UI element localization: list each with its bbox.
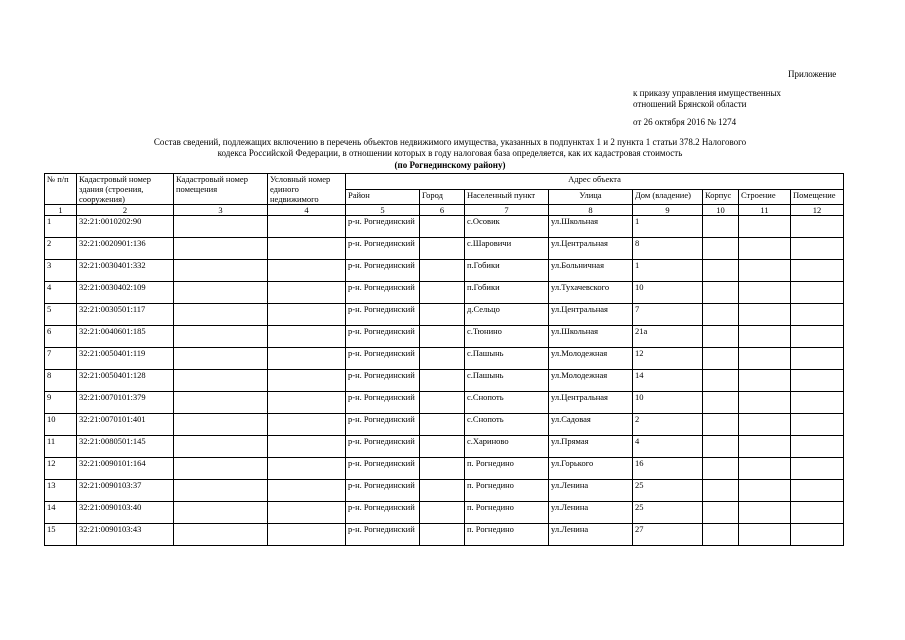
table-cell — [420, 238, 465, 260]
table-cell — [703, 480, 739, 502]
table-cell — [420, 370, 465, 392]
table-cell: 32:21:0090101:164 — [77, 458, 174, 480]
column-number-cell: 11 — [739, 205, 791, 216]
table-cell — [420, 392, 465, 414]
table-cell: ул.Центральная — [549, 392, 633, 414]
table-cell — [420, 260, 465, 282]
table-cell: п. Рогнедино — [465, 502, 549, 524]
table-cell: 14 — [45, 502, 77, 524]
table-cell — [791, 524, 844, 546]
table-cell: 7 — [45, 348, 77, 370]
table-cell — [420, 348, 465, 370]
table-cell — [791, 260, 844, 282]
table-cell — [791, 238, 844, 260]
table-cell: р-н. Рогнединский — [346, 216, 420, 238]
table-cell — [268, 260, 346, 282]
table-cell — [791, 480, 844, 502]
table-cell — [174, 414, 268, 436]
table-cell: р-н. Рогнединский — [346, 502, 420, 524]
table-cell — [174, 502, 268, 524]
order-date-number: от 26 октября 2016 № 1274 — [633, 117, 737, 127]
table-cell — [739, 414, 791, 436]
table-cell — [703, 414, 739, 436]
table-cell — [268, 216, 346, 238]
table-cell: 21а — [633, 326, 703, 348]
table-cell: р-н. Рогнединский — [346, 326, 420, 348]
table-cell — [791, 370, 844, 392]
table-cell: 32:21:0030501:117 — [77, 304, 174, 326]
table-cell: с.Снопоть — [465, 392, 549, 414]
table-cell: 32:21:0090103:37 — [77, 480, 174, 502]
table-cell: ул.Тухачевского — [549, 282, 633, 304]
table-cell — [268, 348, 346, 370]
table-cell — [268, 524, 346, 546]
table-cell: 32:21:0040601:185 — [77, 326, 174, 348]
table-row — [45, 436, 844, 458]
table-cell: 32:21:0090103:43 — [77, 524, 174, 546]
table-row — [45, 480, 844, 502]
table-cell — [739, 304, 791, 326]
table-cell — [174, 480, 268, 502]
table-body — [45, 205, 844, 546]
table-cell: ул.Центральная — [549, 238, 633, 260]
table-cell — [268, 392, 346, 414]
table-cell — [739, 458, 791, 480]
table-cell: ул.Горького — [549, 458, 633, 480]
table-cell: р-н. Рогнединский — [346, 392, 420, 414]
table-cell: 10 — [45, 414, 77, 436]
table-cell: р-н. Рогнединский — [346, 348, 420, 370]
header-district: Район — [346, 189, 420, 205]
header-settlement: Населенный пункт — [465, 189, 549, 205]
table-cell — [791, 414, 844, 436]
table-cell — [791, 348, 844, 370]
table-cell — [703, 392, 739, 414]
table-cell — [703, 370, 739, 392]
table-cell — [268, 414, 346, 436]
table-cell: д.Сельцо — [465, 304, 549, 326]
table-row — [45, 458, 844, 480]
document-title-line1: Состав сведений, подлежащих включению в перечень объектов недвижимого имущества, указанных в подпунктах 1 и 2 пункта 1 статьи 378.2 Налогового — [153, 137, 747, 147]
table-cell: 7 — [633, 304, 703, 326]
table-cell: 5 — [45, 304, 77, 326]
column-number-row — [45, 205, 844, 216]
table-row — [45, 524, 844, 546]
table-cell — [174, 282, 268, 304]
column-number-cell: 3 — [174, 205, 268, 216]
table-cell: ул.Ленина — [549, 480, 633, 502]
table-cell: р-н. Рогнединский — [346, 524, 420, 546]
table-cell: 32:21:0050401:128 — [77, 370, 174, 392]
table-cell — [703, 304, 739, 326]
table-cell — [703, 348, 739, 370]
table-cell — [703, 260, 739, 282]
table-cell: п.Гобики — [465, 260, 549, 282]
table-cell — [420, 502, 465, 524]
table-cell — [739, 238, 791, 260]
table-cell — [420, 414, 465, 436]
table-cell: р-н. Рогнединский — [346, 458, 420, 480]
header-house: Дом (владение) — [633, 189, 703, 205]
table-cell — [703, 326, 739, 348]
table-cell: р-н. Рогнединский — [346, 282, 420, 304]
table-cell: ул.Ленина — [549, 502, 633, 524]
table-cell — [739, 436, 791, 458]
table-row — [45, 414, 844, 436]
table-cell — [739, 348, 791, 370]
table-cell: 32:21:0010202:90 — [77, 216, 174, 238]
table-cell — [739, 502, 791, 524]
table-cell: 32:21:0020901:136 — [77, 238, 174, 260]
table-cell: р-н. Рогнединский — [346, 304, 420, 326]
table-cell: 1 — [633, 260, 703, 282]
header-room: Помещение — [791, 189, 844, 205]
table-cell: 9 — [45, 392, 77, 414]
table-row — [45, 304, 844, 326]
column-number-cell: 2 — [77, 205, 174, 216]
table-cell: с.Тюнино — [465, 326, 549, 348]
table-cell: ул.Школьная — [549, 326, 633, 348]
table-cell: р-н. Рогнединский — [346, 414, 420, 436]
property-table — [44, 173, 844, 546]
table-cell: 27 — [633, 524, 703, 546]
column-number-cell: 7 — [465, 205, 549, 216]
appendix-label: Приложение — [788, 69, 837, 79]
table-row — [45, 370, 844, 392]
table-cell — [268, 370, 346, 392]
table-cell: 32:21:0070101:379 — [77, 392, 174, 414]
header-building: Строение — [739, 189, 791, 205]
table-cell — [739, 260, 791, 282]
header-address: Адрес объекта — [346, 174, 844, 190]
column-number-cell: 1 — [45, 205, 77, 216]
table-cell — [739, 326, 791, 348]
table-cell — [791, 392, 844, 414]
table-cell: ул.Центральная — [549, 304, 633, 326]
order-reference-line1: к приказу управления имущественных — [633, 88, 782, 98]
table-row — [45, 392, 844, 414]
header-street: Улица — [549, 189, 633, 205]
table-cell: 16 — [633, 458, 703, 480]
table-cell — [420, 304, 465, 326]
order-reference-line2: отношений Брянской области — [633, 99, 747, 109]
table-cell: р-н. Рогнединский — [346, 370, 420, 392]
table-cell: 2 — [45, 238, 77, 260]
table-row — [45, 260, 844, 282]
document-title-line2: кодекса Российской Федерации, в отношении которых в году налоговая база определяется, как их кадастровая стоимость — [217, 148, 683, 158]
table-cell — [703, 458, 739, 480]
table-cell: 32:21:0030402:109 — [77, 282, 174, 304]
table-cell: 4 — [633, 436, 703, 458]
table-cell — [268, 458, 346, 480]
table-cell: 25 — [633, 480, 703, 502]
table-cell — [174, 348, 268, 370]
table-cell — [703, 216, 739, 238]
table-cell — [174, 370, 268, 392]
table-cell: 11 — [45, 436, 77, 458]
table-cell — [268, 304, 346, 326]
table-cell: ул.Больничная — [549, 260, 633, 282]
column-number-cell: 9 — [633, 205, 703, 216]
header-conditional-number: Условный номер единого недвижимого — [268, 174, 346, 205]
table-row — [45, 502, 844, 524]
column-number-cell: 5 — [346, 205, 420, 216]
table-cell — [739, 370, 791, 392]
table-cell: 10 — [633, 282, 703, 304]
table-cell: р-н. Рогнединский — [346, 480, 420, 502]
table-cell — [739, 480, 791, 502]
column-number-cell: 10 — [703, 205, 739, 216]
table-cell — [703, 524, 739, 546]
table-cell — [268, 436, 346, 458]
table-cell — [174, 216, 268, 238]
table-cell: ул.Садовая — [549, 414, 633, 436]
table-cell — [420, 524, 465, 546]
table-cell — [703, 282, 739, 304]
table-cell: п.Гобики — [465, 282, 549, 304]
table-cell: 2 — [633, 414, 703, 436]
table-cell — [791, 304, 844, 326]
table-cell: 14 — [633, 370, 703, 392]
table-cell — [703, 436, 739, 458]
table-cell — [791, 458, 844, 480]
table-cell — [268, 326, 346, 348]
table-cell — [703, 502, 739, 524]
table-row — [45, 348, 844, 370]
table-cell — [420, 436, 465, 458]
table-cell — [739, 282, 791, 304]
table-cell — [420, 326, 465, 348]
table-cell — [739, 392, 791, 414]
table-cell: п. Рогнедино — [465, 458, 549, 480]
table-cell — [268, 480, 346, 502]
table-cell — [174, 458, 268, 480]
column-number-cell: 6 — [420, 205, 465, 216]
table-cell — [420, 216, 465, 238]
header-city: Город — [420, 189, 465, 205]
table-cell: р-н. Рогнединский — [346, 260, 420, 282]
table-cell — [174, 260, 268, 282]
table-cell: с.Хариново — [465, 436, 549, 458]
table-cell — [174, 304, 268, 326]
table-cell — [174, 436, 268, 458]
table-cell: с.Пашынь — [465, 348, 549, 370]
table-cell: 8 — [45, 370, 77, 392]
table-cell: 4 — [45, 282, 77, 304]
table-cell: 1 — [45, 216, 77, 238]
table-cell — [268, 502, 346, 524]
header-korpus: Корпус — [703, 189, 739, 205]
table-cell — [739, 216, 791, 238]
header-cadastral-room: Кадастровый номер помещения — [174, 174, 268, 205]
table-cell: 32:21:0070101:401 — [77, 414, 174, 436]
table-cell: п. Рогнедино — [465, 524, 549, 546]
table-cell: 3 — [45, 260, 77, 282]
table-cell: 32:21:0030401:332 — [77, 260, 174, 282]
table-cell — [174, 326, 268, 348]
table-cell: с.Пашынь — [465, 370, 549, 392]
table-cell — [174, 524, 268, 546]
table-cell — [420, 458, 465, 480]
table-cell: р-н. Рогнединский — [346, 436, 420, 458]
table-cell: 13 — [45, 480, 77, 502]
column-number-cell: 12 — [791, 205, 844, 216]
table-cell: с.Шаровичи — [465, 238, 549, 260]
table-cell: 32:21:0080501:145 — [77, 436, 174, 458]
table-cell — [791, 216, 844, 238]
table-cell — [174, 238, 268, 260]
table-cell: р-н. Рогнединский — [346, 238, 420, 260]
table-cell — [791, 436, 844, 458]
table-cell — [420, 480, 465, 502]
header-num: № п/п — [45, 174, 77, 205]
table-cell: ул.Молодежная — [549, 348, 633, 370]
table-cell: 15 — [45, 524, 77, 546]
header-cadastral-building: Кадастровый номер здания (строения, сооружения) — [77, 174, 174, 205]
document-title-district: (по Рогнединскому району) — [394, 160, 506, 170]
table-cell — [739, 524, 791, 546]
column-number-cell: 4 — [268, 205, 346, 216]
column-number-cell: 8 — [549, 205, 633, 216]
table-row — [45, 282, 844, 304]
table-cell — [791, 282, 844, 304]
table-row — [45, 216, 844, 238]
table-cell: п. Рогнедино — [465, 480, 549, 502]
table-row — [45, 326, 844, 348]
table-cell — [703, 238, 739, 260]
table-cell — [174, 392, 268, 414]
table-row — [45, 238, 844, 260]
table-cell: 6 — [45, 326, 77, 348]
table-cell: с.Осовик — [465, 216, 549, 238]
table-cell: 32:21:0050401:119 — [77, 348, 174, 370]
table-cell — [420, 282, 465, 304]
table-cell: 12 — [45, 458, 77, 480]
table-cell: ул.Школьная — [549, 216, 633, 238]
table-cell: ул.Молодежная — [549, 370, 633, 392]
table-cell: 8 — [633, 238, 703, 260]
table-cell: 25 — [633, 502, 703, 524]
table-cell: 12 — [633, 348, 703, 370]
table-cell: 1 — [633, 216, 703, 238]
table-cell — [268, 238, 346, 260]
table-cell — [268, 282, 346, 304]
table-cell: 32:21:0090103:40 — [77, 502, 174, 524]
table-cell: с.Снопоть — [465, 414, 549, 436]
table-cell — [791, 502, 844, 524]
table-cell: ул.Прямая — [549, 436, 633, 458]
table-cell: ул.Ленина — [549, 524, 633, 546]
table-cell: 10 — [633, 392, 703, 414]
table-cell — [791, 326, 844, 348]
